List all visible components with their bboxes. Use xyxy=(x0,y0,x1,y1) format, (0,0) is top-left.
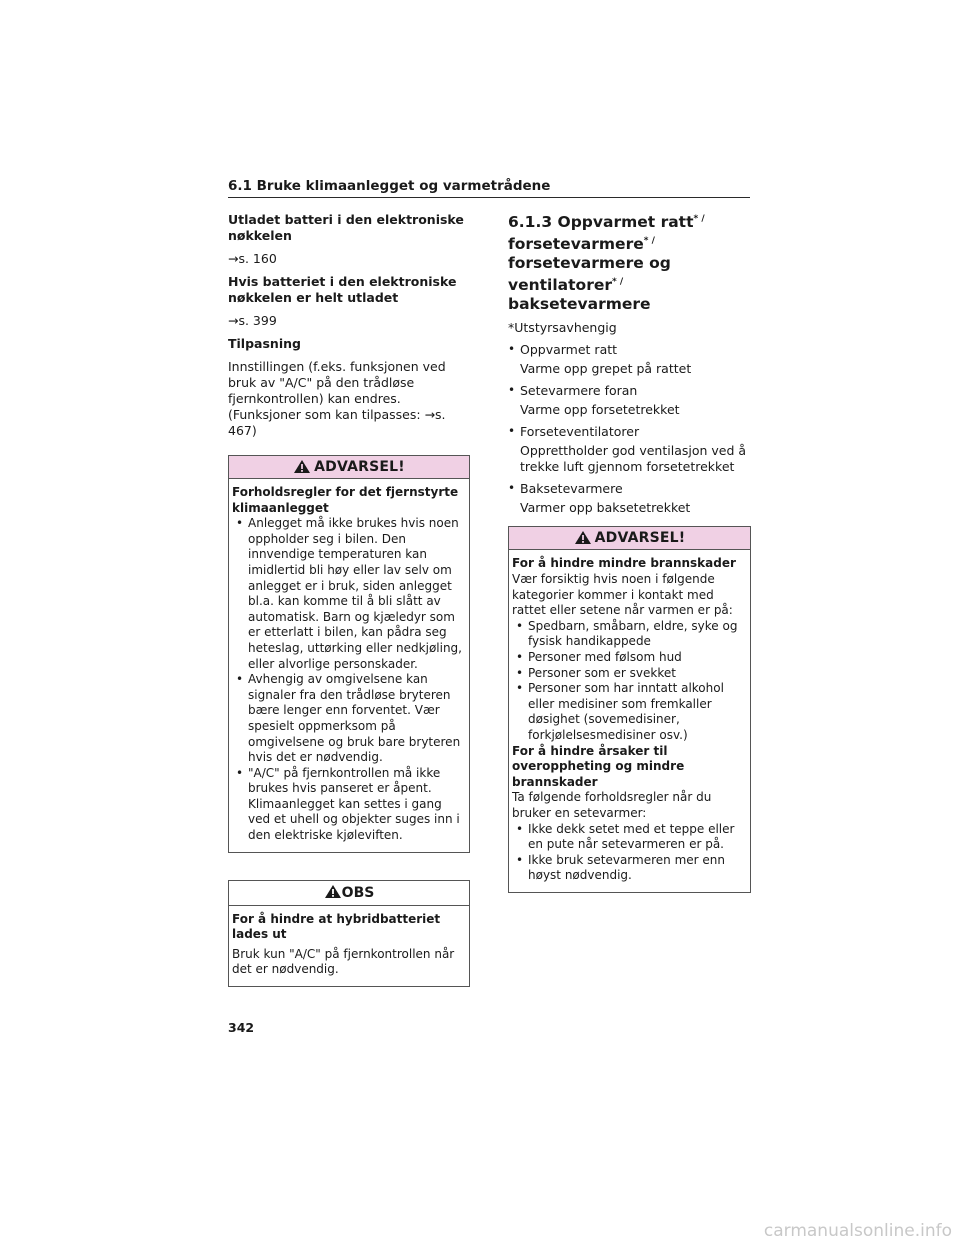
feature-description: Varme opp grepet på rattet xyxy=(520,361,692,377)
warning-title: Forholdsregler for det fjernstyrte klimaanlegget xyxy=(232,485,459,515)
notice-text: Bruk kun "A/C" på fjernkontrollen når det er nødvendig. xyxy=(232,946,455,977)
page-ref-link[interactable]: →s. 399 xyxy=(228,313,277,328)
warning-body xyxy=(229,479,469,852)
list-item: • Personer som har inntatt alkohol eller medisiner som fremkaller døsighet (sovemedisiner, forkjølelsesmedisiner osv.) xyxy=(512,681,746,743)
warning-intro: Ta følgende forholdsregler når du bruker en setevarmer: xyxy=(512,790,712,820)
page-ref-link[interactable]: →s. 160 xyxy=(228,251,277,266)
heading-fully-dead-battery: Hvis batteriet i den elektroniske nøkkelen er helt utladet xyxy=(228,274,457,305)
warning-bullet-list xyxy=(512,619,746,744)
list-item: • "A/C" på fjernkontrollen må ikke brukes hvis panseret er åpent. Klimaanlegget kan settes i gang ved et uhell og objekter suges inn i den elektriske kjøleviften. xyxy=(232,766,465,844)
feature-name: • Setevarmere foran xyxy=(520,383,638,399)
section-header: 6.1 Bruke klimaanlegget og varmetrådene xyxy=(228,178,750,198)
list-item: • Ikke dekk setet med et teppe eller en pute når setevarmeren er på. xyxy=(512,822,746,853)
warning-title: For å hindre mindre brannskader xyxy=(512,556,736,571)
right-column xyxy=(508,212,751,893)
feature-name: • Forseteventilatorer xyxy=(520,424,640,440)
title-asterisk: * / xyxy=(612,277,624,288)
section-title xyxy=(508,210,751,314)
warning-triangle-icon xyxy=(293,459,311,476)
heading-customization: Tilpasning xyxy=(228,336,301,351)
title-asterisk: * / xyxy=(643,236,655,247)
customization-text: Innstillingen (f.eks. funksjonen ved bruk av "A/C" på den trådløse fjernkontrollen) kan endres. (Funksjoner som kan tilpasses: →s. 467) xyxy=(228,359,446,438)
list-item xyxy=(508,481,751,516)
list-item: • Avhengig av omgivelsene kan signaler fra den trådløse bryteren bære lenger enn forventet. Vær spesielt oppmerksom på omgivelsene og bruk bare bryteren hvis det er nødvendig. xyxy=(232,672,465,766)
feature-description: Varme opp forsetetrekket xyxy=(520,402,680,418)
title-asterisk: * / xyxy=(693,214,705,224)
list-item: • Ikke bruk setevarmeren mer enn høyst nødvendig. xyxy=(512,853,746,884)
feature-description: Opprettholder god ventilasjon ved å trekke luft gjennom forsetetrekket xyxy=(520,443,747,475)
warning-header xyxy=(229,456,469,479)
warning-bullet-list xyxy=(232,516,465,843)
warning-box xyxy=(228,455,470,853)
left-column xyxy=(228,212,470,987)
list-item xyxy=(508,383,751,418)
warning-label: ADVARSEL! xyxy=(594,530,686,547)
notice-title: For å hindre at hybridbatteriet lades ut xyxy=(232,911,441,942)
title-part: forsetevarmere xyxy=(508,235,644,254)
notice-label: OBS xyxy=(341,884,375,901)
warning-box xyxy=(508,526,751,892)
feature-name: • Oppvarmet ratt xyxy=(520,342,618,358)
warning-label: ADVARSEL! xyxy=(314,459,405,475)
list-item: • Spedbarn, småbarn, eldre, syke og fysisk handikappede xyxy=(512,619,746,650)
warning-triangle-icon xyxy=(574,530,592,547)
warning-intro: Vær forsiktig hvis noen i følgende kategorier kommer i kontakt med rattet eller setene når varmen er på: xyxy=(512,572,733,618)
warning-header xyxy=(509,527,750,550)
feature-description: Varmer opp baksetetrekket xyxy=(520,500,691,516)
feature-list xyxy=(508,342,751,516)
warning-triangle-icon xyxy=(324,884,342,901)
title-part: 6.1.3 Oppvarmet ratt xyxy=(508,213,694,232)
page-number: 342 xyxy=(228,1020,255,1035)
heading-dead-battery: Utladet batteri i den elektroniske nøkkelen xyxy=(228,212,464,243)
list-item: • Personer med følsom hud xyxy=(512,650,746,666)
title-part: baksetevarmere xyxy=(508,295,651,314)
warning-title: For å hindre årsaker til overoppheting og mindre brannskader xyxy=(512,743,685,789)
notice-header xyxy=(229,881,469,906)
equipment-note: *Utstyrsavhengig xyxy=(508,320,617,336)
feature-name: • Baksetevarmere xyxy=(520,481,623,497)
list-item xyxy=(508,424,751,475)
notice-box xyxy=(228,880,470,987)
title-part: forsetevarmere og ventilatorer xyxy=(508,254,671,295)
warning-bullet-list xyxy=(512,822,746,884)
list-item: • Personer som er svekket xyxy=(512,666,746,682)
notice-body xyxy=(229,906,469,986)
warning-body xyxy=(509,550,750,891)
list-item: • Anlegget må ikke brukes hvis noen oppholder seg i bilen. Den innvendige temperaturen kan imidlertid bli høy eller lav selv om anlegget er i bruk, siden anlegget bl.a. kan komme til å bli slått av automatisk. Barn og kjæledyr som er etterlatt i bilen, kan pådra seg heteslag, uttørking eller nedkjøling, eller alvorlige personskader. xyxy=(232,516,465,672)
watermark: carmanualsonline.info xyxy=(763,1221,952,1241)
list-item xyxy=(508,342,751,377)
